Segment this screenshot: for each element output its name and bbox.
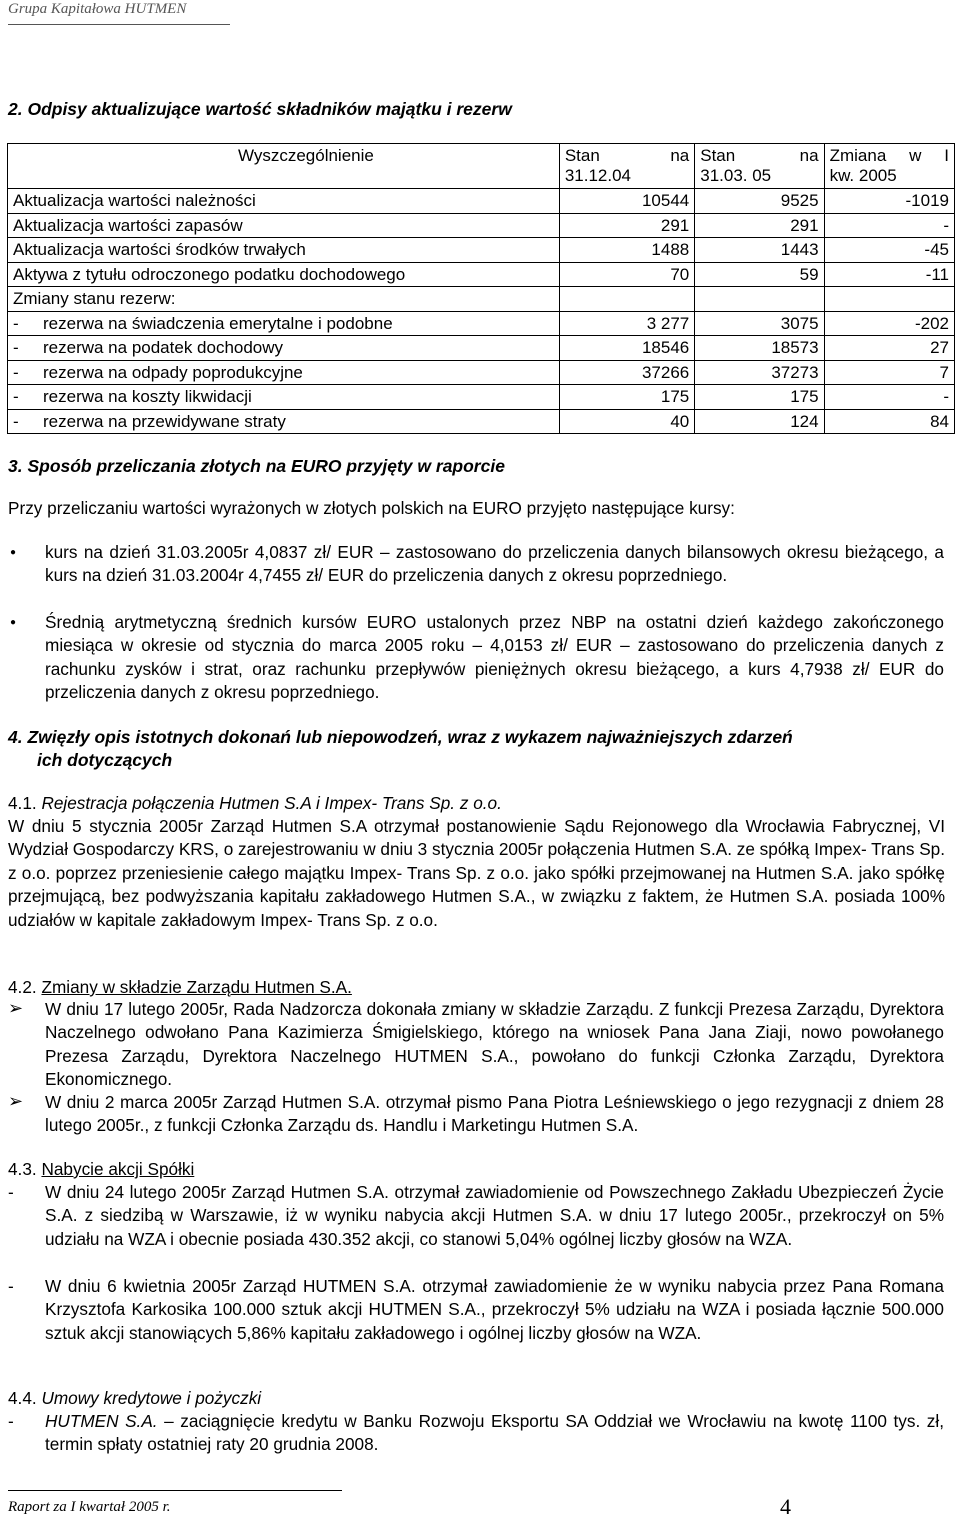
table-row: Aktywa z tytułu odroczonego podatku dochodowego 70 59 -11 <box>8 262 955 287</box>
table-header-row <box>8 144 955 189</box>
footer-report-label: Raport za I kwartał 2005 r. <box>8 1499 171 1515</box>
bullet-icon: ● <box>10 617 17 628</box>
col-header-stan-0305: Stan na 31.03. 05 <box>695 144 824 189</box>
arrow-bullet-icon: ➢ <box>8 1091 24 1111</box>
bullet-rate-average: Średnią arytmetyczną średnich kursów EURO ustalonych przez NBP na ostatni dzień każdego zakończonego miesiąca w okresie od stycznia do marca 2005 roku – 4,0153 zł/ EUR – zastosowano do przeliczenia danych z rachunku zysków i strat, oraz rachunku przepływów pieniężnych okresu bieżącego, a kurs 4,7938 zł/ EUR do przeliczenia danych z okresu poprzedniego. <box>45 612 944 703</box>
dash-marker: - <box>8 1182 14 1202</box>
col-header-zmiana: Zmiana w I kw. 2005 <box>824 144 954 189</box>
subsection-4-1-text: W dniu 5 stycznia 2005r Zarząd Hutmen S.A otrzymał postanowienie Sądu Rejonowego dla Wrocławia Fabrycznej, VI Wydział Gospodarczy KRS, o zarejestrowaniu w dniu 3 stycznia 2005r połączenia Hutmen S.A. ze spółką Impex- Trans Sp. z o.o. poprzez przeniesienie całego majątku Impex- Trans Sp. z o.o. jako spółki przejmowanej na Hutmen S.A. jako spółkę przejmującą, bez podwyższania kapitału zakładowego Hutmen S.A., w związku z faktem, że Hutmen S.A. posiada 100% udziałów w kapitale zakładowym Impex- Trans Sp. z o.o. <box>8 816 945 930</box>
col-header-description: Wyszczególnienie <box>8 144 560 189</box>
col-header-stan-1204: Stan na 31.12.04 <box>559 144 694 189</box>
table-row: Zmiany stanu rezerw: <box>8 287 955 312</box>
subsection-4-2-heading: 4.2. Zmiany w składzie Zarządu Hutmen S.A. <box>8 977 352 997</box>
section-4-title-line1: 4. Zwięzły opis istotnych dokonań lub niepowodzeń, wraz z wykazem najważniejszych zdarzeń <box>8 727 793 747</box>
subsection-4-1-heading: 4.1. Rejestracja połączenia Hutmen S.A i Impex- Trans Sp. z o.o. <box>8 793 502 813</box>
subsection-4-3-item2: W dniu 6 kwietnia 2005r Zarząd HUTMEN S.A. otrzymał zawiadomienie że w wyniku nabycia przez Pana Romana Krzysztofa Karkosika 100.000 sztuk akcji HUTMEN S.A., przekroczył 5% udziału na WZA i posiada łącznie 500.000 sztuk akcji stanowiących 5,86% kapitału zakładowego i ogólnej liczby głosów na WZA. <box>45 1276 944 1343</box>
page-number: 4 <box>780 1494 791 1519</box>
bullet-rate-balance: kurs na dzień 31.03.2005r 4,0837 zł/ EUR – zastosowano do przeliczenia danych bilansowych okresu bieżącego, a kurs na dzień 31.03.2004r 4,7455 zł/ EUR do przeliczenia danych z okresu poprzedniego. <box>45 542 944 586</box>
dash-marker: - <box>8 1276 14 1296</box>
table-row: - rezerwa na podatek dochodowy 18546 18573 27 <box>8 336 955 361</box>
section-3-title: 3. Sposób przeliczania złotych na EURO przyjęty w raporcie <box>8 456 505 476</box>
subsection-4-3-heading: 4.3. Nabycie akcji Spółki <box>8 1159 195 1179</box>
table-row: - rezerwa na odpady poprodukcyjne 37266 37273 7 <box>8 360 955 385</box>
section-3-intro: Przy przeliczaniu wartości wyrażonych w złotych polskich na EURO przyjęto następujące kursy: <box>8 498 735 518</box>
company-header: Grupa Kapitałowa HUTMEN <box>8 1 187 17</box>
write-downs-table <box>7 143 955 434</box>
footer-divider <box>8 1490 342 1491</box>
dash-marker: - <box>8 1411 14 1431</box>
table-row: - rezerwa na świadczenia emerytalne i podobne 3 277 3075 -202 <box>8 311 955 336</box>
arrow-bullet-icon: ➢ <box>8 998 24 1018</box>
section-2-title: 2. Odpisy aktualizujące wartość składników majątku i rezerw <box>8 99 512 119</box>
section-4-title-line2: ich dotyczących <box>37 750 173 770</box>
table-row: Aktualizacja wartości zapasów 291 291 - <box>8 213 955 238</box>
table-row: Aktualizacja wartości środków trwałych 1488 1443 -45 <box>8 238 955 263</box>
table-row: Aktualizacja wartości należności 10544 9525 -1019 <box>8 189 955 214</box>
bullet-icon: ● <box>10 547 17 558</box>
table-row: - rezerwa na koszty likwidacji 175 175 - <box>8 385 955 410</box>
header-divider <box>8 24 230 25</box>
subsection-4-4-item1: HUTMEN S.A. – zaciągnięcie kredytu w Banku Rozwoju Eksportu SA Oddział we Wrocławiu na kwotę 1100 tys. zł, termin spłaty ostatniej raty 20 grudnia 2008. <box>45 1411 944 1455</box>
subsection-4-2-item2: W dniu 2 marca 2005r Zarząd Hutmen S.A. otrzymał pismo Pana Piotra Leśniewskiego o jego rezygnacji z dniem 28 lutego 2005r., z funkcji Członka Zarządu ds. Handlu i Marketingu Hutmen S.A. <box>45 1092 944 1136</box>
subsection-4-4-heading: 4.4. Umowy kredytowe i pożyczki <box>8 1388 262 1408</box>
subsection-4-3-item1: W dniu 24 lutego 2005r Zarząd Hutmen S.A. otrzymał zawiadomienie od Powszechnego Zakładu Ubezpieczeń Życie S.A. z siedzibą w Warszawie, iż w wyniku nabycia akcji Hutmen S.A. w dniu 17 lutego 2005r., przekroczył on 5% udziału na WZA i obecnie posiada 430.352 akcji, co stanowi 5,04% ogólnej liczby głosów na WZA. <box>45 1182 944 1249</box>
table-row: - rezerwa na przewidywane straty 40 124 84 <box>8 409 955 434</box>
subsection-4-2-item1: W dniu 17 lutego 2005r, Rada Nadzorcza dokonała zmiany w składzie Zarządu. Z funkcji Prezesa Zarządu, Dyrektora Naczelnego odwołano Pana Kazimierza Śmigielskiego, którego na wniosek Pana Jana Ziaji, nowo powołanego Prezesa Zarządu, Dyrektora Naczelnego HUTMEN S.A., powołano do funkcji Członka Zarządu, Dyrektora Ekonomicznego. <box>45 999 944 1090</box>
